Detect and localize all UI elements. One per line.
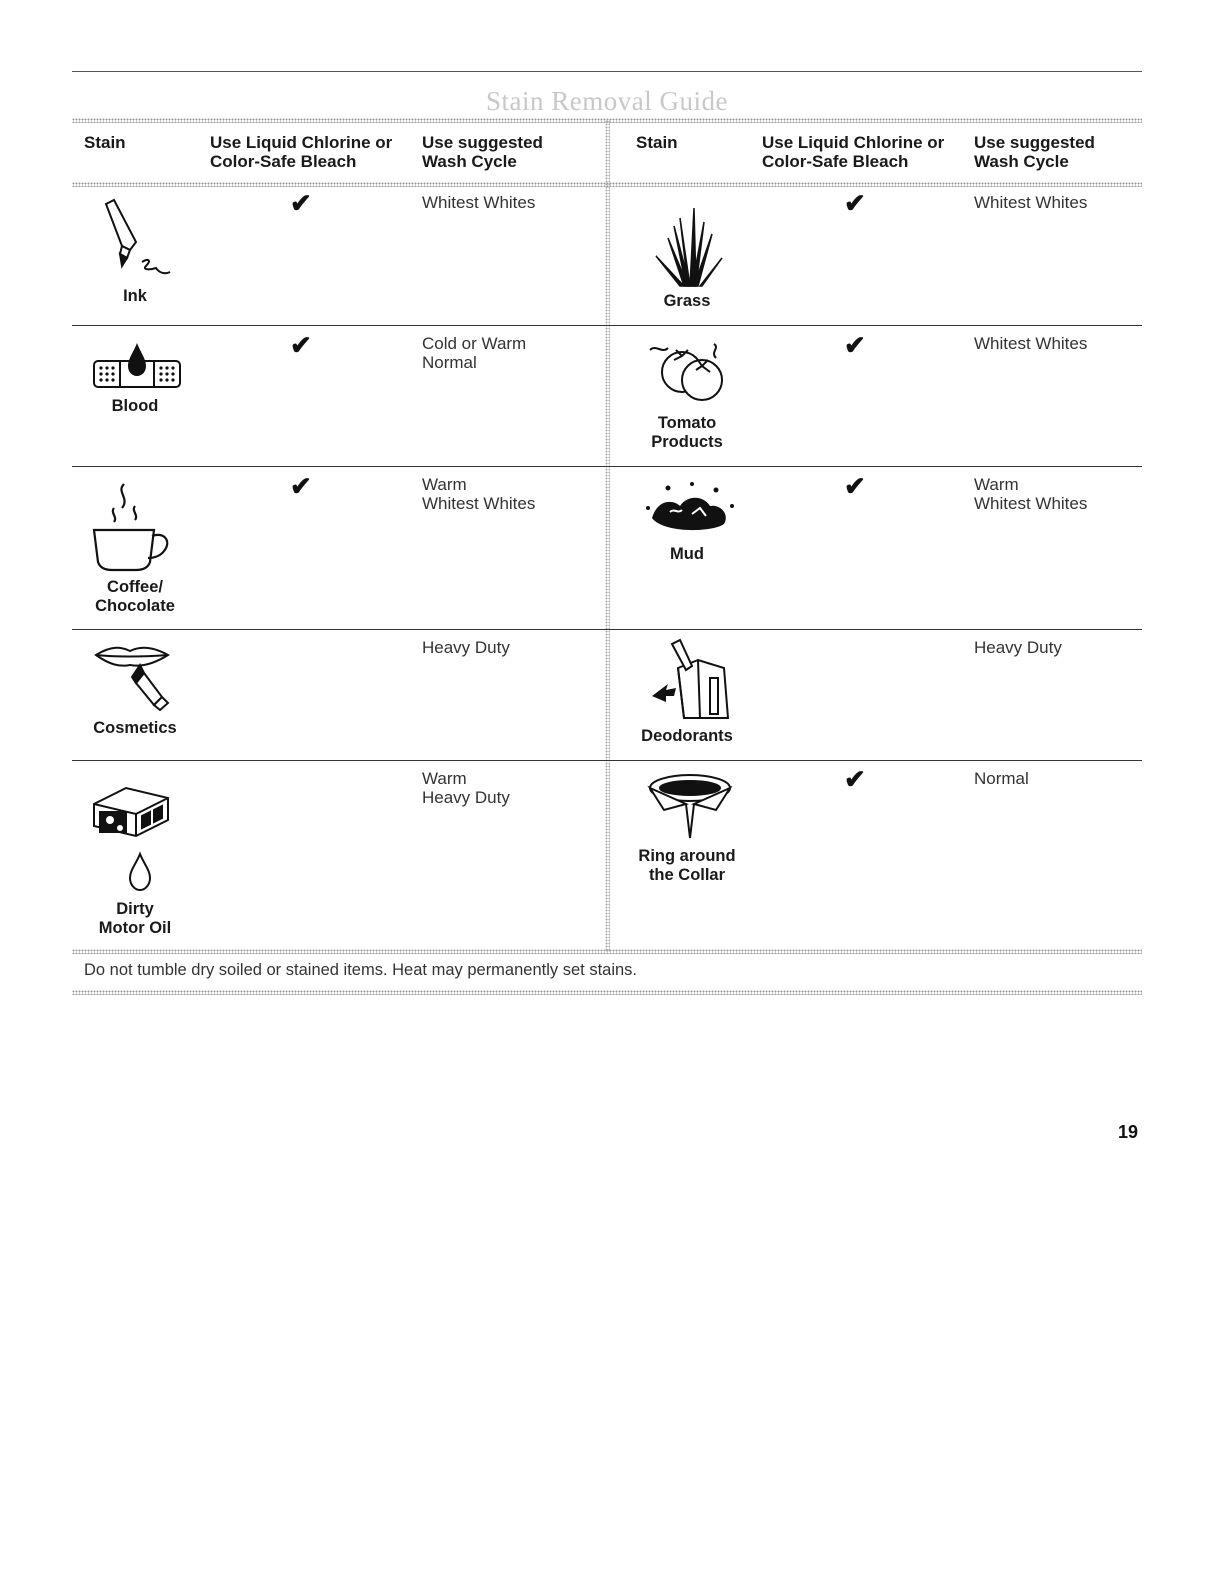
header-bleach-line2: Color-Safe Bleach — [210, 152, 357, 171]
stain-label — [617, 545, 757, 564]
header-cycle-line1: Use suggested — [422, 133, 543, 152]
stain-label-line: the Collar — [648, 866, 726, 884]
row-separator — [72, 760, 1142, 761]
stain-label-line: Tomato — [657, 414, 717, 432]
wash-cycle-line: Warm — [422, 475, 467, 494]
stain-label — [617, 727, 757, 746]
row-separator — [72, 325, 1142, 326]
stain-label-line: Coffee/ — [107, 578, 163, 596]
header-cycle-left — [422, 133, 543, 171]
tomato-icon — [646, 338, 738, 402]
wash-cycle-line: Whitest Whites — [974, 193, 1088, 212]
page-number: 19 — [1118, 1122, 1139, 1142]
row-separator — [72, 466, 1142, 467]
wash-cycle — [974, 334, 1087, 353]
wash-cycle-line: Cold or Warm — [422, 334, 527, 353]
wash-cycle-line: Heavy Duty — [422, 788, 510, 807]
wash-cycle — [422, 334, 526, 372]
engine-oil-drop-icon — [86, 774, 178, 894]
header-cycle-right — [974, 133, 1095, 171]
row-separator — [72, 629, 1142, 630]
wash-cycle-line: Heavy Duty — [974, 638, 1062, 657]
wash-cycle — [422, 193, 535, 212]
stain-label — [65, 719, 205, 738]
stain-label-line: Ink — [123, 287, 147, 305]
collar-icon — [644, 770, 736, 842]
header-cycle-line1: Use suggested — [974, 133, 1095, 152]
wash-cycle — [422, 475, 535, 513]
stain-label — [617, 414, 757, 452]
stain-label-line: Ring around — [638, 847, 736, 865]
header-bleach-line1: Use Liquid Chlorine or — [762, 133, 945, 152]
wash-cycle-line: Whitest Whites — [974, 494, 1088, 513]
stain-label — [65, 900, 205, 938]
wash-cycle-line: Warm — [422, 769, 467, 788]
stain-label — [65, 287, 205, 306]
footnote-bottom-rule — [72, 990, 1142, 995]
center-divider — [605, 120, 610, 952]
top-rule — [72, 71, 1142, 72]
wash-cycle — [422, 638, 510, 657]
coffee-cup-icon — [88, 480, 178, 572]
wash-cycle-line: Whitest Whites — [422, 494, 536, 513]
stain-label-line: Dirty — [116, 900, 154, 918]
header-stain-right: Stain — [636, 133, 678, 152]
wash-cycle-line: Whitest Whites — [974, 334, 1088, 353]
pen-icon — [100, 198, 180, 283]
stain-label — [617, 292, 757, 311]
bandage-drop-icon — [92, 341, 182, 396]
stain-label-line: Motor Oil — [98, 919, 172, 937]
stain-label-line: Mud — [670, 545, 704, 563]
footnote: Do not tumble dry soiled or stained items. Heat may permanently set stains. — [84, 961, 637, 979]
grass-icon — [650, 198, 728, 288]
stain-label-line: Chocolate — [95, 597, 175, 615]
wash-cycle — [974, 638, 1062, 657]
header-stain-left: Stain — [84, 133, 126, 152]
wash-cycle — [974, 475, 1087, 513]
wash-cycle-line: Warm — [974, 475, 1019, 494]
header-cycle-line2: Wash Cycle — [974, 152, 1069, 171]
stain-label — [65, 578, 205, 616]
wash-cycle — [974, 193, 1087, 212]
table-bottom-rule — [72, 949, 1142, 954]
wash-cycle-line: Normal — [422, 353, 477, 372]
stain-label — [65, 397, 205, 416]
bleach-check: ✔ — [844, 188, 866, 218]
bleach-check: ✔ — [844, 471, 866, 501]
stain-label-line: Deodorants — [641, 727, 733, 745]
wash-cycle-line: Whitest Whites — [422, 193, 536, 212]
header-bleach-right — [762, 133, 944, 171]
page-title: Stain Removal Guide — [486, 86, 728, 116]
wash-cycle — [974, 769, 1029, 788]
bleach-check: ✔ — [290, 330, 312, 360]
bleach-check: ✔ — [290, 471, 312, 501]
wash-cycle-line: Normal — [974, 769, 1029, 788]
bleach-check: ✔ — [844, 764, 866, 794]
lipstick-icon — [92, 643, 182, 711]
header-cycle-line2: Wash Cycle — [422, 152, 517, 171]
wash-cycle-line: Heavy Duty — [422, 638, 510, 657]
stain-label-line: Cosmetics — [93, 719, 177, 737]
bleach-check: ✔ — [844, 330, 866, 360]
stain-label — [617, 847, 757, 885]
stain-label-line: Blood — [111, 397, 159, 415]
stain-label-line: Grass — [663, 292, 711, 310]
header-bleach-left — [210, 133, 392, 171]
wash-cycle — [422, 769, 510, 807]
mud-splash-icon — [644, 478, 736, 538]
header-bleach-line2: Color-Safe Bleach — [762, 152, 909, 171]
deodorant-shirt-icon — [648, 638, 738, 722]
bleach-check: ✔ — [290, 188, 312, 218]
header-bleach-line1: Use Liquid Chlorine or — [210, 133, 393, 152]
stain-label-line: Products — [651, 433, 723, 451]
